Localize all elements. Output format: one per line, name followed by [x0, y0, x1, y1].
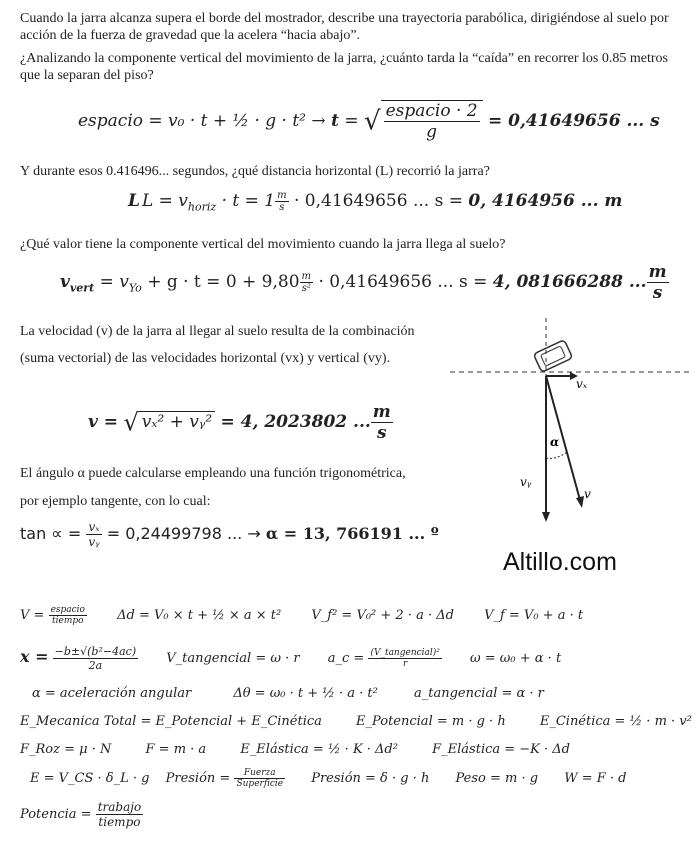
- time-sqrt-num: espacio · 2: [385, 101, 478, 121]
- formula-row-2: x = $\frac{\text{−b±√(b²−4ac)}}{2a}$ V_tangencial = ω · r a_c = (V_tangencial)² r ω = ω₀ + α · t: [20, 645, 562, 672]
- angle-paragraph: El ángulo α puede calcularse empleando una función trigonométrica, por ejemplo tangente, con lo cual:: [20, 466, 406, 509]
- time-sqrt-den: g: [426, 122, 438, 142]
- time-eq-lhs: espacio = v₀ · t + ½ · g · t²: [78, 111, 306, 131]
- vx-label: vₓ: [576, 377, 588, 391]
- velocity-sqrt: vₓ² + vᵧ²: [139, 411, 215, 432]
- formula-row-5: F_Roz = μ · N F = m · a E_Elástica = ½ · K · Δd² F_Elástica = −K · Δd: [20, 742, 570, 757]
- distance-result: 0, 4164956 ... m: [468, 191, 623, 211]
- intro-paragraph-2: ¿Analizando la componente vertical del movimiento de la jarra, ¿cuánto tarda la “caída” en recorrer los 0.85 metros que la separan del piso?: [20, 51, 668, 83]
- intro-paragraph-1: Cuando la jarra alcanza supera el borde del mostrador, describe una trayectoria parabólica, dirigiéndose al suelo por acción de la fuerza de gravedad que la acelera “hacia abajo”.: [20, 11, 669, 43]
- formula-row-6: E = V_CS · δ_L · g Presión = Fuerza Superficie Presión = δ · g · h Peso = m · g W = F · d: [30, 768, 627, 789]
- velocity-result: = 4, 2023802 ...: [220, 412, 371, 432]
- vertical-question: ¿Qué valor tiene la componente vertical del movimiento cuando la jarra llega al suelo?: [20, 237, 506, 252]
- distance-equation: L $L = v_{horiz} \cdot t = 1$ $\frac{m}{s}$ · 0,41649656 ... s = 0, 4164956 ... m: [128, 190, 623, 214]
- time-equation: espacio = v₀ · t + ½ · g · t² → t = √ $\frac{\text{espacio · 2}}{g}$ = 0,41649656 ... s: [78, 101, 660, 142]
- velocity-paragraph: La velocidad (v) de la jarra al llegar al suelo resulta de la combinación (suma vectorial) de las velocidades horizontal (vx) y vertical (vy).: [20, 324, 415, 366]
- time-result: = 0,41649656 ... s: [488, 111, 660, 131]
- formula-row-1: V = espacio tiempo Δd = V₀ × t + ½ × a × t² V_f² = V₀² + 2 · a · Δd V_f = V₀ + a · t: [20, 605, 584, 626]
- site-watermark: Altillo.com: [503, 548, 617, 576]
- vertical-velocity-result: 4, 081666288 ...: [492, 272, 647, 292]
- vertical-velocity-equation: $v_{vert} = v_{Yo} + g \cdot t = 0 + 9,80$ $\frac{m}{\text{s²}}$ · 0,41649656 ... s = 4, 081666288 ... $\frac{m}{s}$: [60, 262, 667, 303]
- formula-row-7: Potencia = trabajo tiempo: [20, 800, 142, 829]
- jar-icon: [533, 340, 572, 372]
- tangent-equation: tan ∝ = $\frac{\text{vₓ}}{\text{vᵧ}}$ = 0,24499798 ... → α = 13, 766191 ... º: [20, 520, 439, 549]
- formula-row-4: E_Mecanica Total = E_Potencial + E_Cinética E_Potencial = m · g · h E_Cinética = ½ · m · v²: [20, 714, 692, 729]
- alpha-label: α: [550, 435, 560, 449]
- velocity-equation: v = √ vₓ² + vᵧ² = 4, 2023802 ... $\frac{m}{s}$: [88, 402, 391, 443]
- v-label: v: [584, 487, 591, 501]
- formula-row-3: α = aceleración angular Δθ = ω₀ · t + ½ · a · t² a_tangencial = α · r: [32, 686, 544, 701]
- velocity-vector-diagram: [450, 318, 690, 528]
- horizontal-question: Y durante esos 0.416496... segundos, ¿qué distancia horizontal (L) recorrió la jarra?: [20, 164, 490, 179]
- angle-result: α = 13, 766191 ... º: [265, 524, 439, 543]
- vy-label: vᵧ: [520, 475, 532, 489]
